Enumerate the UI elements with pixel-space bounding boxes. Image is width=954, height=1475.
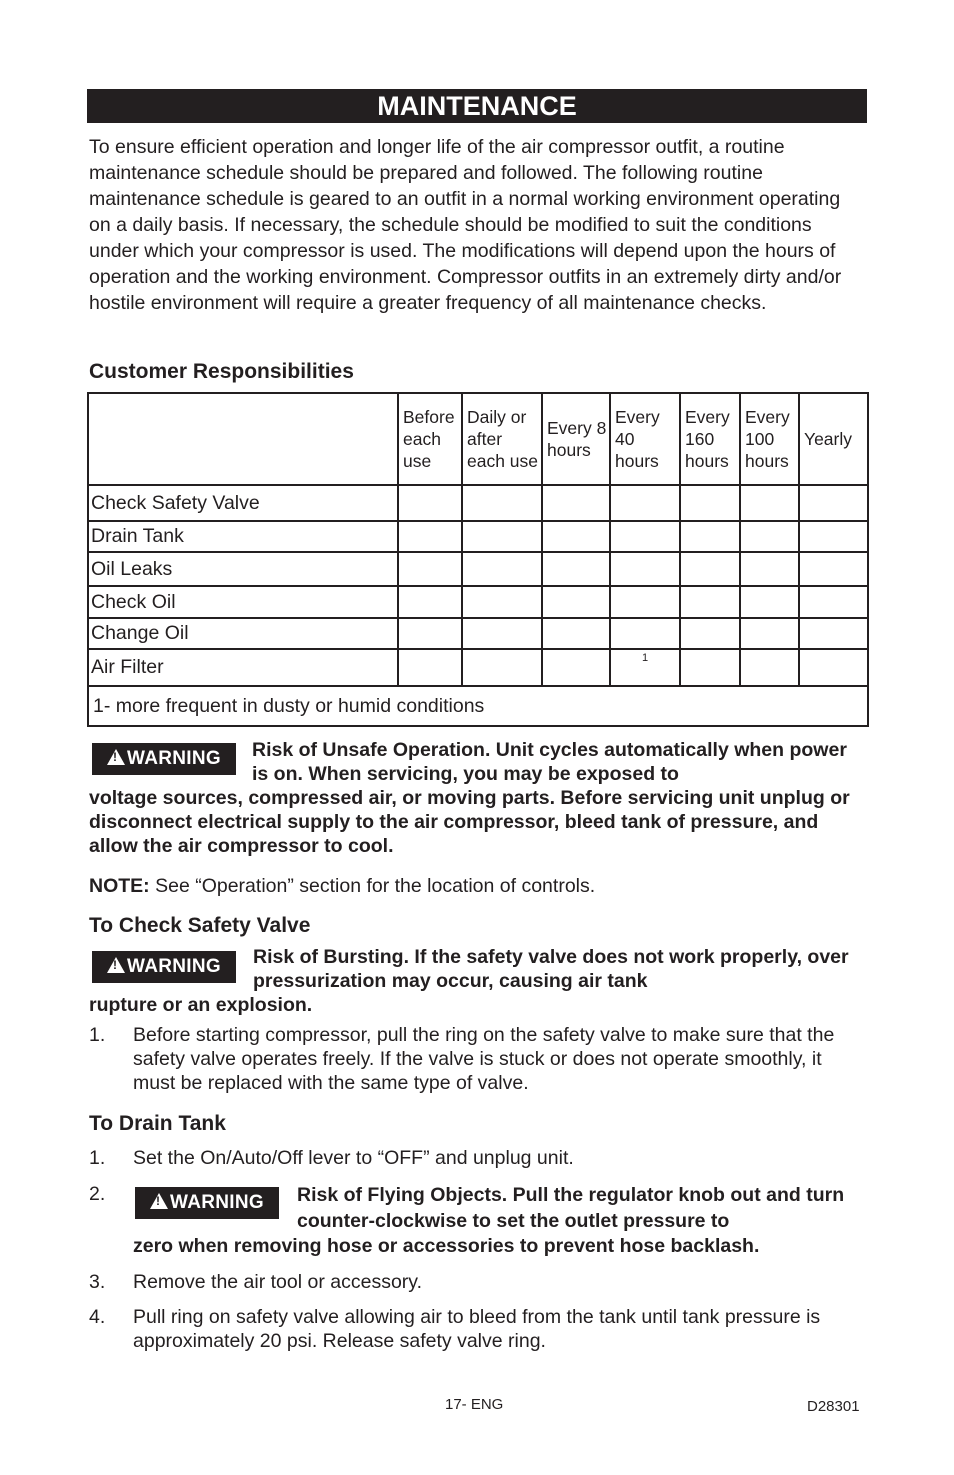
warning-label: WARNING xyxy=(127,748,221,769)
table-row xyxy=(88,618,868,649)
maintenance-schedule-table xyxy=(87,392,869,727)
drain-warning-lead: Risk of Flying Objects. Pull the regulator knob out and turn counter-clockwise to set the outlet pressure to xyxy=(297,1184,845,1232)
note-line xyxy=(89,874,869,898)
row-label: Check Safety Valve xyxy=(88,485,398,521)
row-label: Air Filter xyxy=(88,649,398,686)
step-number: 4. xyxy=(89,1306,106,1328)
warning-badge xyxy=(92,951,236,983)
warning1-lead: Risk of Unsafe Operation. Unit cycles automatically when power is on. When servicing, you may be exposed to xyxy=(252,739,847,785)
intro-paragraph: To ensure efficient operation and longer life of the air compressor outfit, a routine maintenance schedule should be prepared and followed. The following routine maintenance schedule is geared to an outfit in a normal working environment operating on a daily basis. If necessary, the schedule should be modified to suit the conditions under which your compressor is used. The modifications will depend upon the hours of operation and the working environment. Compressor outfits in an extremely dirty and/or hostile environment will require a greater frequency of all maintenance checks. xyxy=(89,136,842,314)
warning-label: WARNING xyxy=(170,1192,264,1213)
warning-label: WARNING xyxy=(127,956,221,977)
note-label: NOTE: xyxy=(89,875,150,897)
table-header-row xyxy=(88,393,868,485)
table-row xyxy=(88,521,868,552)
warning-badge xyxy=(135,1187,279,1219)
warning-triangle-icon xyxy=(107,957,125,973)
safety-valve-heading: To Check Safety Valve xyxy=(89,914,311,937)
col-every-40-hours: Every 40 hours xyxy=(610,393,680,485)
row-label: Oil Leaks xyxy=(88,552,398,586)
page-number: 17- ENG xyxy=(445,1396,504,1413)
header-blank xyxy=(88,393,398,485)
footnote-row xyxy=(88,686,868,726)
warning-badge xyxy=(92,743,236,775)
safety-valve-step: Before starting compressor, pull the ring on the safety valve to make sure that the safety valve operates freely. If the valve is stuck or does not operate smoothly, it must be replaced with the same type of valve. xyxy=(133,1024,835,1094)
customer-responsibilities-heading: Customer Responsibilities xyxy=(89,360,354,383)
safety-valve-warning-lead: Risk of Bursting. If the safety valve does not work properly, over pressurization may occur, causing air tank xyxy=(253,946,849,992)
table-row xyxy=(88,586,868,618)
table-row xyxy=(88,552,868,586)
col-every-160-hours: Every 160 hours xyxy=(680,393,740,485)
table-row xyxy=(88,649,868,686)
col-daily: Daily or after each use xyxy=(462,393,542,485)
safety-valve-warning-rest: rupture or an explosion. xyxy=(89,994,313,1016)
row-label: Check Oil xyxy=(88,586,398,618)
col-every-100-hours: Every 100 hours xyxy=(740,393,799,485)
drain-step: Set the On/Auto/Off lever to “OFF” and unplug unit. xyxy=(133,1147,574,1169)
col-yearly: Yearly xyxy=(799,393,868,485)
col-every-8-hours: Every 8 hours xyxy=(542,393,610,485)
table-footnote: 1- more frequent in dusty or humid conditions xyxy=(88,686,868,726)
note-text: See “Operation” section for the location of controls. xyxy=(155,875,596,897)
step-number: 1. xyxy=(89,1024,106,1046)
col-before-each-use: Before each use xyxy=(398,393,462,485)
step-number: 3. xyxy=(89,1271,106,1293)
step-number: 1. xyxy=(89,1147,106,1169)
step-number: 2. xyxy=(89,1183,106,1205)
warning1-rest: voltage sources, compressed air, or moving parts. Before servicing unit unplug or disconnect electrical supply to the air compressor, bleed tank of pressure, and allow the air compressor to cool. xyxy=(89,787,850,857)
page-title: MAINTENANCE xyxy=(87,89,867,123)
drain-tank-heading: To Drain Tank xyxy=(89,1112,226,1135)
warning-triangle-icon xyxy=(150,1193,168,1209)
row-label: Drain Tank xyxy=(88,521,398,552)
drain-step: Remove the air tool or accessory. xyxy=(133,1271,423,1293)
warning-triangle-icon xyxy=(107,749,125,765)
drain-step: Pull ring on safety valve allowing air to bleed from the tank until tank pressure is approximately 20 psi. Release safety valve ring. xyxy=(133,1306,821,1352)
document-code: D28301 xyxy=(807,1398,860,1415)
footnote-marker: 1 xyxy=(641,652,649,664)
row-label: Change Oil xyxy=(88,618,398,649)
table-row xyxy=(88,485,868,521)
drain-warning-rest: zero when removing hose or accessories to prevent hose backlash. xyxy=(133,1235,760,1257)
